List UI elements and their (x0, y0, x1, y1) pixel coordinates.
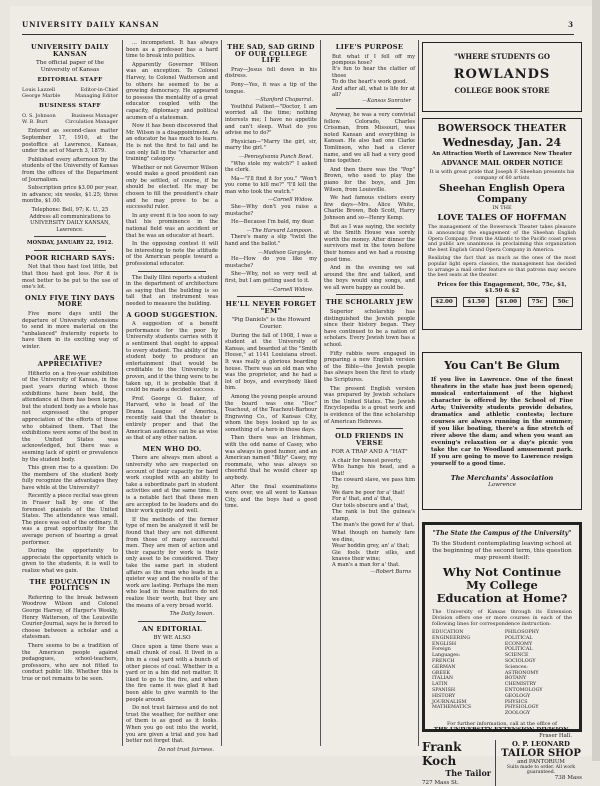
column-2 (126, 40, 218, 753)
article-text: During the opportunity to appreciate the opportunity which is given to the students, it is well to realize what we gain. (22, 548, 118, 574)
staff-row: Louis Lazzell Editor-in-Chief (22, 86, 118, 93)
page-edge (592, 0, 600, 761)
article-headline: HE'LL NEVER FORGET "EM" (225, 300, 317, 315)
entered-note: Entered as second-class matter September 17, 1910, at the postoffice at Lawrence, Kansas, under the act of March 3, 1879. (22, 128, 118, 155)
prices-label: Prices for this Engagement, 50c, 75c, $1, $1.50 & $2 (437, 282, 567, 295)
theater-name: BOWERSOCK THEATER (437, 123, 567, 134)
column-divider (221, 40, 222, 746)
subject-item: PHYSIOLOGY (504, 705, 539, 711)
column-divider (122, 40, 123, 746)
subject-item: Sciences: (504, 664, 528, 670)
article-text: Pony—Yes, it was a tip of the tongue. (225, 81, 317, 95)
article-text: During the fall of 1908, I was a student at the University of Kansas, and boarded at the "Smith House," at 1141 Louisiana street. It was really a glorious boarding house. There was an old man who was the proprietor, and he had a lot of boys, and everybody liked him. (225, 332, 317, 392)
article-text: Now it has been discovered that Mr. Wilson is a disappointment. As an educator he has much to learn. He is not the first to fail and he can only fall in the "character and training" category. (126, 123, 218, 163)
official-note: The official paper of the University of Kansas (35, 60, 104, 73)
price-table (428, 297, 576, 307)
article-headline: THE SAD, SAD GRIND OF OUR COLLEGE LIFE (227, 43, 315, 65)
source-credit: —The Harvard Lampoon. (246, 227, 313, 234)
opera-title: LOVE TALES OF HOFFMAN (437, 212, 567, 222)
subject-item: LATIN (432, 682, 448, 688)
subscription-note: Subscription price $3.00 per year, in advance; six weeks, $1.25; three months, $1.00. (22, 185, 118, 205)
source-credit: —Pennsylvania Punch Bowl. (239, 153, 313, 160)
source-credit: Do not trust fairness. (158, 746, 214, 753)
paper-name: UNIVERSITY DAILY KANSAN (31, 43, 109, 58)
article-headline: THE SCHOLARLY JEW (325, 298, 414, 307)
ad-headline: Why Not Continue My College Education at Home? (436, 565, 568, 605)
article-headline: AN EDITORIAL (142, 624, 202, 633)
article-text: Referring to the break between Woodrow Wilson and Colonel George Harvey, of Harper's Weekly, Henry Watterson, of the Louisville Courier-Journal, says he is forced to choose between a scholar and a statesman. (22, 594, 118, 641)
masthead (22, 16, 574, 32)
article-text: And in the evening we sat around the fire and talked, and the boys would sing songs, and we all were happy as could be. (324, 265, 415, 291)
subject-item: GEOLOGY (504, 693, 531, 699)
business-staff (22, 113, 118, 125)
article-text: The present English version was prepared by Jewish scholars in the United States. The Jewish Encyclopedia is a great work and is evidence of the fine scholarship of American Hebrews. (324, 385, 415, 425)
source-credit: —Stanford Chaparral. (255, 97, 313, 104)
subject-item: Foreign Languages: (432, 647, 461, 659)
article-text: Ma—"I'll find it for you." "Won't you come to kill me?" "I'll kill the man who took the watch." (225, 175, 317, 195)
subject-item: POLITICAL SCIENCE (504, 647, 533, 659)
article-text: Youthful Patient—"Doctor, I am worried all the time; nothing interests me; I have no appetite and can't sleep. What do you advise me to do?" (225, 103, 317, 137)
ad-address: 738 Mass (554, 775, 582, 781)
price-cell: $1.00 (496, 297, 522, 307)
column-divider (418, 40, 419, 746)
price-cell: 75c (528, 297, 547, 307)
article-text: There are always men about a university who are respected on account of their capacity for hard work coupled with an ability to take a subordinate part in student activities and at the same time. It is a notable fact that these men are accepted to be leaders and do their work quietly and well. (126, 455, 218, 515)
subject-column-left (432, 630, 499, 717)
article-text: Fifty rabbis were engaged in preparing a new English version of the Bible—the Jewish people has always been the first to study the Scriptures. (324, 350, 415, 383)
article-text: In any event it is too soon to say that his prominence in the national field was an accident or that he was an educator at heart. (126, 212, 218, 239)
column-4 (324, 40, 415, 748)
ad-line: ADVANCE MAIL ORDER NOTICE (441, 159, 563, 167)
subject-item: GERMAN (432, 664, 456, 670)
subject-item: PHILOSOPHY (504, 630, 540, 635)
ad-signature: The Merchants' Association (450, 474, 554, 482)
ad-body: Realizing the fact that as much as the ones of the most popular light opera classics, the management has decided to arrange a mail order feature so that patrons may secure the best seats at the theater. (428, 255, 576, 279)
ad-line: It is with great pride that Joseph F. Sheehan presents his company of 60 artists (429, 169, 575, 181)
article-byline: "Pig Daniels" is the Howard Courier. (231, 317, 311, 330)
subject-list (432, 630, 572, 717)
article-headline: A GOOD SUGGESTION. (126, 310, 218, 319)
source-credit: The Daily Iowan. (169, 611, 214, 618)
poem: But what if I fell off my pompous hose? It's fun to hear the clatter of those To do the heart's work good. And after all, what is life for at all? (332, 53, 415, 99)
rowlands-ad (422, 42, 582, 112)
source-credit: —Cornell Widow. (268, 197, 313, 204)
article-text: "Who stole my watch?" I asked the clerk. (225, 160, 317, 174)
ad-subtitle: COLLEGE BOOK STORE (454, 86, 550, 95)
price-cell: $2.00 (431, 297, 457, 307)
article-headline: POOR RICHARD SAYS: (25, 253, 115, 262)
article-text: We had famous visitors every few days—Mrs. Alice White, Charlie Brown, Bob Scott, Harry Johnson and so—Henry Kemp. (324, 195, 415, 221)
ad-brand: Frank Koch (422, 740, 462, 768)
show-date: Wednesday, Jan. 24 (442, 136, 562, 149)
column-3 (225, 40, 317, 748)
subject-item: PHYSICS (504, 699, 528, 705)
article-text: Five more days until the departure of University extensions to send in more material on the "unbalanced" fraternity reports to have them in its exciting way of winter. (22, 311, 118, 350)
article-headline: THE EDUCATION IN POLITICS (29, 577, 111, 593)
column-1 (22, 40, 118, 748)
subject-item: ENGINEERING (432, 635, 471, 641)
ad-location: Fraser Hall. (539, 732, 572, 739)
staff-row: George Marble Managing Editor (22, 93, 118, 100)
source-credit: —Madison Gargoyle. (258, 249, 313, 256)
article-text: The Daily Illini reports a student in the department of architecture as saying that the building is so tall that an instrument was needed to measure the building. (126, 274, 218, 307)
ad-line: THE UNIVERSITY EXTENSION DIVISION, (433, 726, 571, 733)
article-text: ... incompetent. It has always been as a professor has a hard time to break into politics. (126, 40, 218, 60)
frank-koch-ad (422, 740, 496, 786)
poem: A chair for honest poverty, Who hangs his head, and a that! The coward slave, we pass him by, We dare be poor for a' that! For a' that, and a' that, Our toils obscure and a' that, The rank is but the guinea's stamp, The man's the gowd for a' that. (332, 457, 415, 528)
divider (138, 271, 206, 272)
article-headline: ONLY FIVE TINY DAYS MORE (25, 293, 115, 309)
article-text: There's many a slip "twixt the hand and the ballot." (225, 234, 317, 248)
ads-column (422, 40, 582, 786)
leonard-ad (500, 740, 582, 786)
article-text: Not that thou hast lost little, but that thou hast got less. For it is most better to be put to the use of one's lot. (22, 264, 118, 291)
price-cell: 50c (553, 297, 572, 307)
ad-tagline: "The State the Campus of the University" (432, 530, 572, 537)
subject-item: MATHEMATICS (432, 705, 472, 711)
article-text: Among the young people around the board was one "Doc" Teachout, of the Teachout-Barbour Engraving Co., of Kansas City, whom the boys looked up to as something of a hero in those days. (225, 393, 317, 433)
ad-body: To the Student contemplating leaving school at the beginning of the second term, this question may present itself: (432, 541, 572, 561)
article-text: And then there was the "Pop" Brown, who used to play the piano for the boys, and Jim Wilson, from Louisville. (324, 166, 415, 193)
article-text: A suggestion of a benefit performance for the poor by University students carries with it a sentiment that ought to appeal to every student. The ability of the student body to produce an entertainment that would be creditable to the University is proven, and if the thing were to be taken up, it is probable that it could be made a decided success. (126, 321, 218, 394)
article-text: Superior scholarship has distinguished the Jewish people since their history began. They have continued to be a nation of scholars. Every Jewish town has a school. (324, 309, 415, 349)
source-credit: —Kansas Sunrater (361, 98, 411, 105)
subject-column-right (505, 630, 572, 717)
issue-date: MONDAY, JANUARY 22, 1912. (26, 240, 114, 247)
article-text: There seems to be a tradition of the American people against pedagogues, school-teachers, professors, who are not fitted to conduct public life. Whether this is true or not remains to be seen. (22, 642, 118, 682)
article-text: Pray—Jesus fell down in his distress. (225, 66, 317, 80)
masthead-rule (22, 34, 574, 35)
article-byline: BY WE ALSO (153, 635, 191, 642)
ad-tagline: "WHERE STUDENTS GO (454, 52, 550, 61)
article-text: If the methods of the former type of men be analyzed it will be found that they are not different from those of many successful men. They are men of action and their capacity for work is their only asset to be considered. They take the same part in student affairs as the man who leads in a quieter way and the results of the work are lasting. Perhaps the men who lead in these matters do not realize their worth, but they are the means of a very broad world. (126, 516, 218, 609)
article-text: He—How do you like my mustache? (225, 256, 317, 269)
published-note: Published every afternoon by the students of the University of Kansas from the offices of the Department of Journalism. (22, 156, 118, 183)
masthead-title: UNIVERSITY DAILY KANSAN (22, 19, 160, 29)
article-text: She—Why don't you raise a mustache? (225, 204, 317, 217)
subject-item: FRENCH (432, 658, 455, 664)
staff-row: O. S. Johnson Business Manager (22, 112, 118, 119)
article-text: Do not trust fairness and do not trust the weather, for neither one of them is as good as it looks. When you go out into the world, you are given a trial and you had better not forget that. (126, 705, 218, 745)
subject-item: JOURNALISM (432, 699, 467, 705)
article-text: Recently a piece recital was given in Fraser hall by one of the foremost pianists of the United States. The attendance was small. The piece was out of the ordinary. It was a great opportunity for the average person of hearing a great performer. (22, 493, 118, 546)
article-headline: ARE WE APPRECIATIVE? (37, 353, 103, 369)
subject-item: EDUCATION (432, 630, 464, 635)
ad-address: 727 Mass St. (422, 780, 459, 786)
subject-item: ITALIAN (432, 676, 454, 682)
article-text: Whether or not Governor Wilson would make a good president can only be settled, of course, if he should be elected. He may be chosen to fill the president's chair and he may prove to be a successful ruler. (126, 164, 218, 211)
article-text: This given rise to a question: Do the members of the student body fully recognize the advantages they have while at the University? (22, 465, 118, 491)
page-number: 3 (568, 19, 574, 29)
subject-item: ENGLISH (432, 641, 457, 647)
subject-item: GREEK (432, 670, 451, 676)
editorial-head: EDITORIAL STAFF (37, 77, 103, 84)
ad-subtitle: The Tailor (445, 768, 491, 778)
divider (34, 250, 106, 251)
article-text: Physician—"Marry the girl, sir, marry the girl." (225, 138, 317, 152)
business-head: BUSINESS STAFF (39, 103, 101, 110)
ad-body: The University of Kansas through its Extension Division offers one or more courses in each of the following lines for correspondence instruction: (432, 609, 572, 627)
ad-brand: O. P. LEONARD (512, 740, 570, 748)
divider (34, 236, 106, 237)
ad-line: Suits made to order. All work guaranteed. (506, 765, 576, 775)
article-text: After the final examinations were over, we all went to Kansas City, and the boys had a good time. (225, 483, 317, 510)
article-text: Hitherto on a five-year exhibition of the University of Kansas, in the past years during which those exhibitions have been held, the attendance at them has been large, but the student body as a whole has not expressed the proper appreciation of the efforts of those who obtained them. That the exhibitions were some of the best in the United States was acknowledged, but there was a seeming lack of spirit or prevalence by the student body. (22, 370, 118, 463)
ad-line: IN THE (492, 205, 512, 211)
subject-item: ZOOLOGY (504, 711, 531, 717)
source-credit: —Cornell Widow. (268, 286, 313, 293)
address: Address all communications to UNIVERSITY DAILY KANSAN, Lawrence. (29, 213, 111, 233)
ad-line: For further information, call at the office of (447, 720, 557, 727)
column-divider (320, 40, 321, 746)
price-cell: $1.50 (463, 297, 489, 307)
ad-location: Lawrence (488, 482, 516, 488)
bowersock-ad (422, 118, 582, 330)
article-byline: FOR A TRAP AND A "HAT" (331, 449, 408, 456)
divider (336, 108, 403, 109)
ad-subtitle: and PANTORIUM (517, 759, 565, 765)
source-credit: —Robert Burns (370, 568, 411, 575)
article-text: In the opposing contest it will be interesting to note the attitude of the American people toward a professional educator. (126, 241, 218, 267)
ad-brand: ROWLANDS (453, 67, 551, 82)
article-text: She—Why, not so very well at first, but I am getting used to it. (225, 271, 317, 284)
poem: What though on hamely fare we dine, Wear hoddin grey, an' a' that; Gie fools their silks, and knaves their wine; A man's a man for a' that. (332, 530, 415, 569)
article-text: He—Because I'm bald, my dear. (231, 219, 315, 226)
ad-line: An Attraction Worth of Lawrence New Theater (432, 151, 572, 157)
subject-item: SOCIOLOGY (504, 658, 536, 664)
article-text: Apparently Governor Wilson was an exception. To Colonel Harvey, to Colonel Watterson and to others he seemed to be a growing democracy. He appeared to possess the mentality of a great educator coupled with the capacity, diplomacy and political acumen of a statesman. (126, 61, 218, 121)
subject-item: ENTOMOLOGY (504, 687, 543, 693)
subject-item: CHEMISTRY (504, 682, 537, 688)
subject-item: ASTRONOMY (504, 670, 539, 676)
subject-item: SPANISH (432, 687, 456, 693)
article-headline: OLD FRIENDS IN VERSE (335, 432, 404, 447)
ad-body: If you live in Lawrence. One of the finest theaters in the state has just been opened; musical entertainment of the highest character is offered by the School of Fine Arts; University students provide debates, dramatics and athletic contests; lecture courses are always running in the summer; if you like boating, there's a fine stretch of river above the dam; and when you want an evening's relaxation or a day's picnic you take the car to Woodland amusement park. If you are going to move to Lawrence resign yourself to a good time. (431, 377, 573, 467)
article-headline: MEN WHO DO. (142, 444, 202, 453)
editorial-staff (22, 87, 118, 99)
ad-headline: You Can't Be Glum (444, 359, 560, 372)
article-text: Then there was an Irishman, with the odd name of Casey, who was always in good humor, and an American named "Billy" Casey, my roommate, who was always so cheerful that he would cheer up anybody. (225, 435, 317, 482)
subject-item: BOTANY (504, 676, 527, 682)
article-headline: LIFE'S PURPOSE (335, 43, 404, 51)
merchants-ad (422, 352, 582, 510)
subject-item: HISTORY (432, 693, 456, 699)
article-text: Once upon a time there was a small chunk of coal. It lived in a bin in a coal yard with a bunch of other pieces of coal. Whether in a yard or in a bin did not matter. It liked to go to the fire, and when the fire came it was glad it had been able to give warmth to the people around. (126, 643, 218, 703)
ad-body: The management of the Bowersock Theater takes pleasure in announcing the engagement of the Sheehan English Opera Company. From the Atlantic to the Pacific coast press and public are unanimous in proclaiming this organization the best English Grand Opera Company in America. (428, 225, 576, 254)
telephone: Telephone: Bell, 97; K. U., 25 (31, 206, 109, 213)
newspaper-page (10, 6, 592, 786)
extension-ad (422, 522, 582, 739)
ad-subtitle: TAILOR SHOP (501, 748, 581, 759)
staff-row: W. B. Burt Circulation Manager (22, 119, 118, 126)
article-text: Anyway, he was a very convivial fellow. Colorado, Charles Crissman, from Missouri, was noted Kansan and everything is Kansan. He also had one Clarke Tomlinson, who had a clever name, and we all had a very good time together. (324, 112, 415, 165)
company-name: Sheehan English Opera Company (438, 183, 566, 205)
divider (336, 294, 403, 295)
divider (237, 296, 305, 297)
article-text: Prof. George O. Baker, of Harvard, who is head of the Drama League of America, recently said that the theater is entirely proper and that the American audience can be as wise as that of any other nation. (126, 395, 218, 442)
article-text: But as I was saying, the society at the Smith House was sorely worth the money. After dinner the survivors met in the town before their homes and we had a rousing good time. (324, 223, 415, 263)
divider (138, 621, 206, 622)
divider (336, 428, 403, 429)
subject-item: POLITICAL ECONOMY (504, 635, 533, 647)
